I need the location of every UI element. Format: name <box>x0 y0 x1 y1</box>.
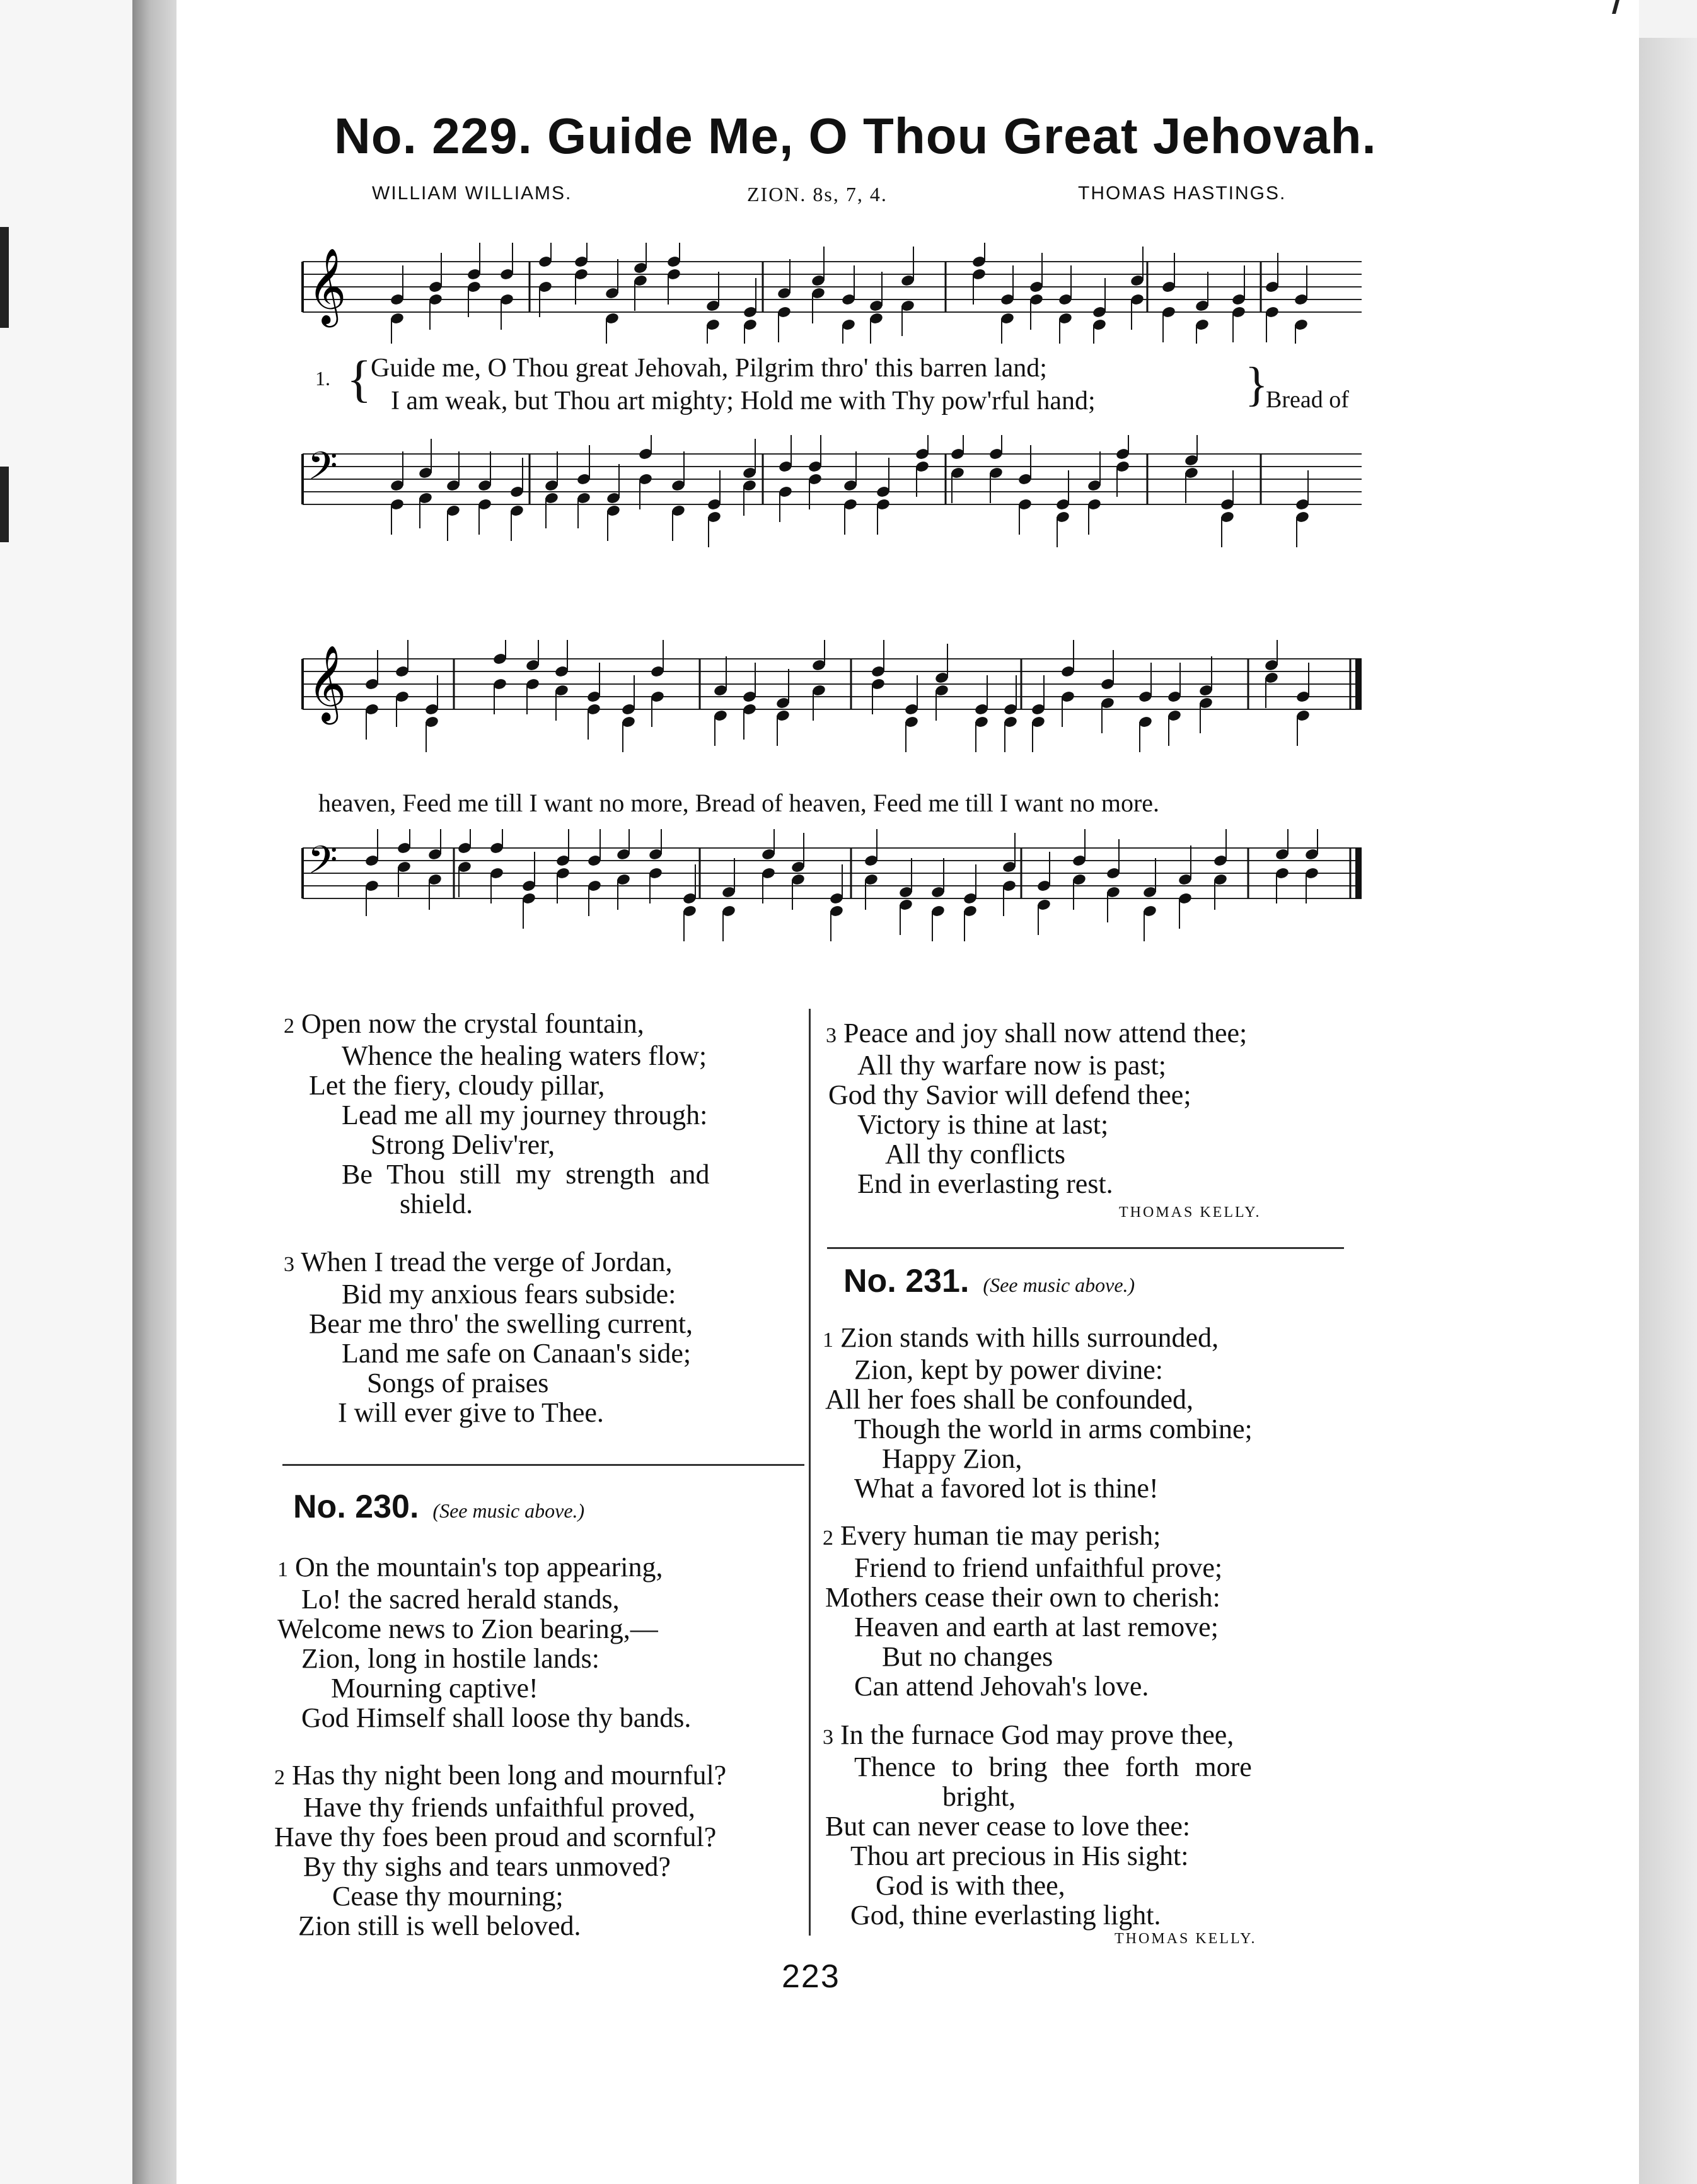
stanza-line: God thy Savior will defend thee; <box>828 1079 1191 1110</box>
hymn230-stanza-2 <box>274 1760 807 1941</box>
hymn-number: No. 230. <box>293 1489 419 1525</box>
stanza-line: End in everlasting rest. <box>857 1168 1113 1199</box>
hymn231-stanza-3 <box>823 1720 1384 1930</box>
stanza-number: 3 <box>826 1024 837 1047</box>
stanza-line: Peace and joy shall now attend thee; <box>843 1018 1248 1048</box>
stanza-line: Strong Deliv'rer, <box>371 1129 555 1160</box>
final-barline <box>1355 659 1362 709</box>
stanza-line: Let the fiery, cloudy pillar, <box>309 1070 605 1101</box>
stanza-line: bright, <box>942 1781 1016 1812</box>
stanza-line: When I tread the verge of Jordan, <box>301 1246 673 1277</box>
stanza-line: I will ever give to Thee. <box>338 1397 604 1428</box>
stanza-line: Every human tie may perish; <box>840 1520 1161 1551</box>
stanza-line: But no changes <box>882 1641 1053 1672</box>
stanza-line: All thy warfare now is past; <box>857 1050 1166 1081</box>
stanza-line: Be Thou still my strength and <box>342 1159 710 1190</box>
stanza-line: In the furnace God may prove thee, <box>840 1719 1234 1750</box>
stanza-number: 3 <box>823 1726 833 1749</box>
bass-clef-icon: 𝄢 <box>308 444 338 498</box>
stanza-number: 1 <box>823 1328 833 1352</box>
stanza-number: 1 <box>277 1558 288 1581</box>
column-divider <box>809 1009 811 1936</box>
page-number: 223 <box>782 1958 840 1995</box>
stanza-line: Zion, long in hostile lands: <box>301 1643 599 1674</box>
stanza-line: Zion still is well beloved. <box>298 1910 581 1941</box>
stanza-line: God, thine everlasting light. <box>850 1900 1161 1931</box>
treble-staff-1 <box>296 243 1368 344</box>
see-music-note: (See music above.) <box>983 1274 1135 1296</box>
hymn230-stanza-3 <box>826 1018 1381 1199</box>
stanza-line: Cease thy mourning; <box>332 1881 564 1912</box>
lyric-line-2: I am weak, but Thou art mighty; Hold me with Thy pow'rful hand; <box>391 386 1096 415</box>
stanza-line: Heaven and earth at last remove; <box>854 1612 1219 1642</box>
stanza-line: Can attend Jehovah's love. <box>854 1671 1149 1702</box>
next-page-edge <box>1639 38 1697 2184</box>
stanza-line: All thy conflicts <box>885 1139 1065 1170</box>
stanza-number: 2 <box>274 1766 285 1789</box>
scan-edge-mark <box>0 467 9 542</box>
stanza-line: Though the world in arms combine; <box>854 1414 1253 1444</box>
treble-staff-2 <box>296 640 1368 772</box>
stanza-line: But can never cease to love thee: <box>825 1811 1191 1842</box>
stanza-line: Bear me thro' the swelling current, <box>309 1308 693 1339</box>
hymn-title: No. 229. Guide Me, O Thou Great Jehovah. <box>334 108 1377 164</box>
bass-staff-2 <box>296 829 1368 955</box>
stanza-line: Lo! the sacred herald stands, <box>301 1584 620 1615</box>
stanza-line: What a favored lot is thine! <box>854 1473 1159 1504</box>
section-rule <box>282 1464 804 1466</box>
scan-edge-mark <box>0 227 9 328</box>
book-spine-shadow <box>132 0 177 2184</box>
stanza-line: Have thy friends unfaithful proved, <box>303 1792 695 1823</box>
see-music-note: (See music above.) <box>432 1499 585 1522</box>
hymn231-stanza-2 <box>823 1521 1384 1701</box>
stanza-number: 2 <box>823 1526 833 1550</box>
section-rule <box>827 1247 1344 1249</box>
final-barline <box>1355 848 1362 898</box>
lyric-brace: { <box>347 350 372 407</box>
hymn230-stanza-1 <box>277 1552 807 1733</box>
stanza-line: Mothers cease their own to cherish: <box>825 1582 1220 1613</box>
hymn231-stanza-1 <box>823 1323 1384 1503</box>
hymn230-heading <box>293 1488 584 1526</box>
lyric-line-1: Guide me, O Thou great Jehovah, Pilgrim thro' this barren land; <box>371 354 1047 383</box>
stanza-line: All her foes shall be confounded, <box>825 1384 1194 1415</box>
hymn229-stanza-2 <box>284 1009 807 1219</box>
stanza-line: Lead me all my journey through: <box>342 1100 708 1130</box>
author-credit: THOMAS KELLY. <box>1115 1931 1257 1947</box>
treble-clef-icon: 𝄞 <box>308 247 347 324</box>
stanza-line: Happy Zion, <box>882 1443 1022 1474</box>
verse-number: 1. <box>315 367 330 390</box>
scan-left-margin <box>0 0 132 2184</box>
stanza-line: Open now the crystal fountain, <box>301 1008 644 1039</box>
tune-name: ZION. 8s, 7, 4. <box>747 183 888 206</box>
lyric-brace: } <box>1245 358 1268 411</box>
lyric-system-2: heaven, Feed me till I want no more, Bread of heaven, Feed me till I want no more. <box>318 789 1160 817</box>
treble-clef-icon: 𝄞 <box>308 644 347 721</box>
stanza-line: Have thy foes been proud and scornful? <box>274 1821 717 1852</box>
hymn231-heading <box>843 1262 1135 1300</box>
stanza-number: 2 <box>284 1014 294 1038</box>
author-credit: THOMAS KELLY. <box>1119 1204 1261 1221</box>
stanza-line: Thou art precious in His sight: <box>850 1840 1189 1871</box>
stanza-line: Mourning captive! <box>331 1673 538 1704</box>
stanza-line: Whence the healing waters flow; <box>342 1040 707 1071</box>
stanza-line: Friend to friend unfaithful prove; <box>854 1552 1223 1583</box>
hymn-number: No. 231. <box>843 1263 970 1299</box>
stanza-number: 3 <box>284 1253 294 1276</box>
bass-clef-icon: 𝄢 <box>308 838 338 892</box>
stanza-line: shield. <box>400 1188 473 1219</box>
stanza-line: Victory is thine at last; <box>857 1109 1109 1140</box>
stanza-line: Bid my anxious fears subside: <box>342 1279 676 1310</box>
lyric-tail: Bread of <box>1266 386 1349 413</box>
author-credit: WILLIAM WILLIAMS. <box>372 183 572 204</box>
stanza-line: Land me safe on Canaan's side; <box>342 1338 692 1369</box>
stanza-line: God Himself shall loose thy bands. <box>301 1702 692 1733</box>
stanza-line: God is with thee, <box>876 1870 1065 1901</box>
composer-credit: THOMAS HASTINGS. <box>1078 183 1287 204</box>
bass-staff-1 <box>296 435 1368 580</box>
stanza-line: Songs of praises <box>367 1368 549 1398</box>
stanza-line: Zion, kept by power divine: <box>854 1354 1164 1385</box>
stanza-line: Welcome news to Zion bearing,— <box>277 1613 658 1644</box>
stanza-line: By thy sighs and tears unmoved? <box>303 1851 671 1882</box>
stanza-line: Zion stands with hills surrounded, <box>840 1322 1219 1353</box>
stanza-line: Has thy night been long and mournful? <box>292 1760 727 1791</box>
hymn229-stanza-3 <box>284 1247 807 1427</box>
stanza-line: Thence to bring thee forth more <box>854 1751 1252 1782</box>
stanza-line: On the mountain's top appearing, <box>295 1552 663 1583</box>
